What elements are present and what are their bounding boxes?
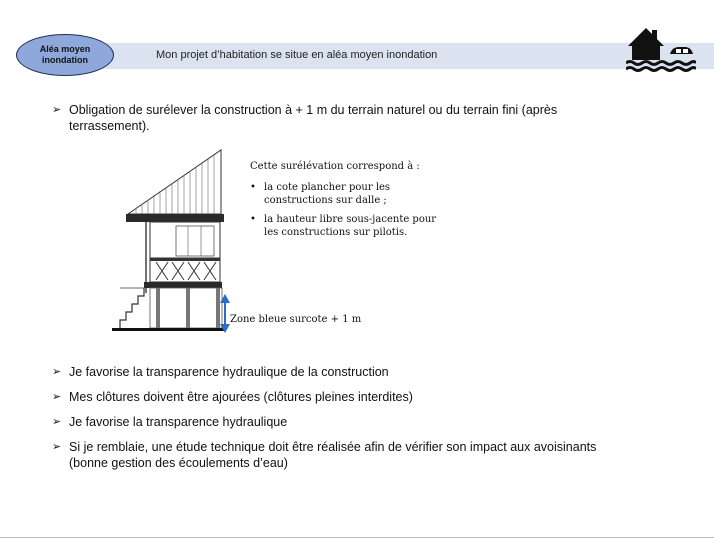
divider — [0, 537, 714, 538]
caption-item: • la cote plancher pour les constructions sur dalle ; — [250, 182, 391, 206]
arrow-bullet-icon: ➢ — [52, 366, 62, 378]
list-item: ➢ Si je remblaie, une étude technique doit être réalisée afin de vérifier son impact aux avoisinants (bonne gestion des écoulements d’eau) — [52, 440, 597, 470]
badge-line-2: inondation — [42, 55, 88, 65]
caption-list — [250, 181, 450, 239]
caption-item: • la hauteur libre sous-jacente pour les constructions sur pilotis. — [250, 214, 437, 238]
list-item: ➢ Je favorise la transparence hydraulique — [52, 415, 288, 429]
arrow-bullet-icon: ➢ — [52, 416, 62, 428]
arrow-bullet-icon: ➢ — [52, 441, 62, 453]
page-title: Mon projet d’habitation se situe en aléa moyen inondation — [156, 49, 438, 61]
arrow-bullet-icon: ➢ — [52, 104, 62, 116]
hazard-badge — [16, 34, 114, 76]
figure-caption — [250, 160, 450, 245]
requirements-list-top — [52, 102, 612, 134]
list-item: ➢ Obligation de surélever la construction à + 1 m du terrain naturel ou du terrain fini (après terrassement). — [52, 103, 558, 133]
zone-label: Zone bleue surcote + 1 m — [230, 314, 362, 325]
arrow-bullet-icon: ➢ — [52, 391, 62, 403]
list-item: ➢ Mes clôtures doivent être ajourées (clôtures pleines interdites) — [52, 390, 413, 404]
list-item: ➢ Je favorise la transparence hydraulique de la construction — [52, 365, 389, 379]
badge-line-1: Aléa moyen — [39, 44, 91, 54]
requirements-list-bottom — [52, 364, 612, 480]
flood-house-car-icon — [626, 24, 696, 72]
caption-title: Cette surélévation correspond à : — [250, 161, 420, 172]
raised-house-illustration — [80, 148, 250, 334]
